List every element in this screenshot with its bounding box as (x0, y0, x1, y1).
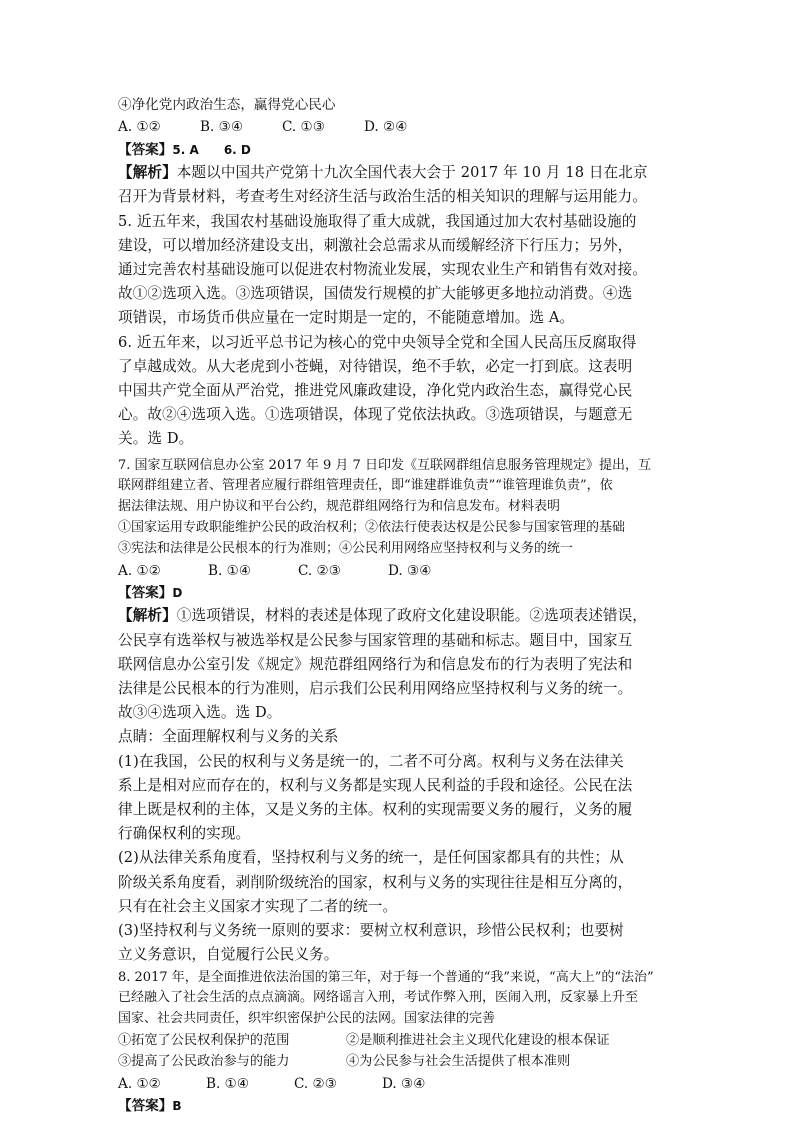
analysis-7-line: 法律是公民根本的行为准则，启示我们公民利用网络应坚持权利与义务的统一。 (118, 680, 633, 698)
analysis-5-line: 故①②选项入选。③选项错误，国债发行规模的扩大能够更多地拉动消费。④选 (118, 285, 633, 303)
analysis-6-line: 关。选 D。 (118, 430, 194, 448)
tip-line: (1)在我国，公民的权利与义务是统一的，二者不可分离。权利与义务在法律关 (118, 752, 624, 770)
q4-choices (118, 116, 698, 138)
analysis-5-line: 项错误，市场货币供应量在一定时期是一定的，不能随意增加。选 A。 (118, 309, 575, 327)
q7-choice-a: A. ①② (118, 562, 161, 579)
question-7-line: 据法律法规、用户协议和平台公约，规范群组网络行为和信息发布。材料表明 (118, 499, 561, 515)
question-7-line: 7. 国家互联网信息办公室 2017 年 9 月 7 日印发《互联网群组信息服务管理规定》提出，互 (118, 457, 651, 473)
question-8-line: 国家、社会共同责任，织牢织密保护公民的法网。国家法律的完善 (118, 1011, 496, 1027)
tip-line: 立义务意识，自觉履行公民义务。 (118, 946, 339, 964)
question-7-option-line: ③宪法和法律是公民根本的行为准则；④公民利用网络应坚持权利与义务的统一 (118, 540, 574, 556)
analysis-7-line: 【解析】①选项错误，材料的表述是体现了政府文化建设职能。②选项表述错误， (118, 607, 647, 625)
tip-line: (3)坚持权利与义务统一原则的要求：要树立权利意识，珍惜公民权利；也要树 (118, 922, 624, 940)
q8-choice-b: B. ①④ (206, 1075, 250, 1092)
q4-choice-c: C. ①③ (282, 119, 325, 136)
question-8-options-row (118, 1051, 698, 1073)
answer-value: B (172, 1099, 182, 1114)
answer-8 (118, 1095, 698, 1117)
q8-choices (118, 1073, 698, 1095)
question-8-line: 已经融入了社会生活的点点滴滴。网络谣言入刑，考试作弊入刑，医闹入刑，反家暴上升至 (118, 990, 639, 1006)
analysis-6-line: 6. 近五年来，以习近平总书记为核心的党中央领导全党和全国人民高压反腐取得 (118, 333, 637, 351)
analysis-7-line: 故③④选项入选。选 D。 (118, 704, 282, 722)
question-7-line: 联网群组建立者、管理者应履行群组管理责任，即“谁建群谁负责”“谁管理谁负责”，依 (118, 478, 613, 494)
q8-option-4: ④为公民参与社会生活提供了根本准则 (346, 1054, 571, 1070)
q7-choice-b: B. ①④ (208, 562, 252, 579)
analysis-intro-line-2: 召开为背景材料，考查考生对经济生活与政治生活的相关知识的理解与运用能力。 (118, 188, 647, 206)
analysis-5-line: 5. 近五年来，我国农村基础设施取得了重大成就，我国通过加大农村基础设施的 (118, 212, 637, 230)
analysis-label: 【解析】 (118, 607, 177, 625)
analysis-7-line: 公民享有选举权与被选举权是公民参与国家管理的基础和标志。题目中，国家互 (118, 631, 633, 649)
q7-choice-d: D. ③④ (388, 562, 432, 579)
tip-heading: 点睛：全面理解权利与义务的关系 (118, 728, 339, 746)
question-7-option-line: ①国家运用专政职能维护公民的政治权利；②依法行使表达权是公民参与国家管理的基础 (118, 520, 626, 536)
question-8-line: 8. 2017 年，是全面推进依法治国的第三年，对于每一个普通的“我”来说，“高大上”的“法治” (118, 969, 654, 985)
analysis-5-line: 通过完善农村基础设施可以促进农村物流业发展，实现农业生产和销售有效对接。 (118, 261, 647, 279)
q8-choice-a: A. ①② (118, 1075, 161, 1092)
answer-label: 【答案】 (118, 585, 173, 602)
question-8-options-row (118, 1030, 698, 1052)
q4-choice-a: A. ①② (118, 119, 161, 136)
analysis-intro-line-1: 【解析】本题以中国共产党第十九次全国代表大会于 2017 年 10 月 18 日在北京 (118, 164, 648, 182)
analysis-6-line: 心。故②④选项入选。①选项错误，体现了党依法执政。③选项错误，与题意无 (118, 406, 633, 424)
tip-line: 律上既是权利的主体，又是义务的主体。权利的实现需要义务的履行，义务的履 (118, 801, 633, 819)
q8-option-1: ①拓宽了公民权利保护的范围 (118, 1032, 290, 1048)
q7-choices (118, 560, 698, 582)
answer-7 (118, 582, 698, 604)
analysis-6-line: 中国共产党全面从严治党，推进党风廉政建设，净化党内政治生态，赢得党心民 (118, 382, 633, 400)
q8-option-2: ②是顺利推进社会主义现代化建设的根本保证 (346, 1032, 610, 1048)
q7-choice-c: C. ②③ (298, 562, 341, 579)
tip-line: 系上是相对应而存在的，权利与义务都是实现人民利益的手段和途径。公民在法 (118, 776, 633, 794)
tip-line: 阶级关系角度看，剥削阶级统治的国家，权利与义务的实现往往是相互分离的， (118, 873, 633, 891)
tip-line: 只有在社会主义国家才实现了二者的统一。 (118, 897, 398, 915)
analysis-7-line: 联网信息办公室引发《规定》规范群组网络行为和信息发布的行为表明了宪法和 (118, 655, 633, 673)
answer-label: 【答案】 (118, 141, 173, 158)
tip-line: (2)从法律关系角度看，坚持权利与义务的统一，是任何国家都具有的共性；从 (118, 849, 624, 867)
answer-value: 5. A 6. D (172, 142, 251, 157)
q4-choice-b: B. ③④ (200, 119, 244, 136)
q8-choice-d: D. ③④ (382, 1075, 426, 1092)
q8-option-3: ③提高了公民政治参与的能力 (118, 1054, 290, 1070)
analysis-5-line: 建设，可以增加经济建设支出，刺激社会总需求从而缓解经济下行压力；另外， (118, 236, 633, 254)
answer-5-6 (118, 139, 698, 161)
q4-choice-d: D. ②④ (364, 119, 408, 136)
answer-value: D (172, 586, 183, 601)
q4-option-4: ④净化党内政治生态，赢得党心民心 (118, 97, 336, 113)
analysis-label: 【解析】 (118, 164, 177, 182)
answer-label: 【答案】 (118, 1098, 173, 1115)
analysis-6-line: 了卓越成效。从大老虎到小苍蝇，对待错误，绝不手软，必定一打到底。这表明 (118, 357, 633, 375)
q8-choice-c: C. ②③ (294, 1075, 337, 1092)
document-page (118, 94, 698, 1118)
tip-line: 行确保权利的实现。 (118, 825, 251, 843)
